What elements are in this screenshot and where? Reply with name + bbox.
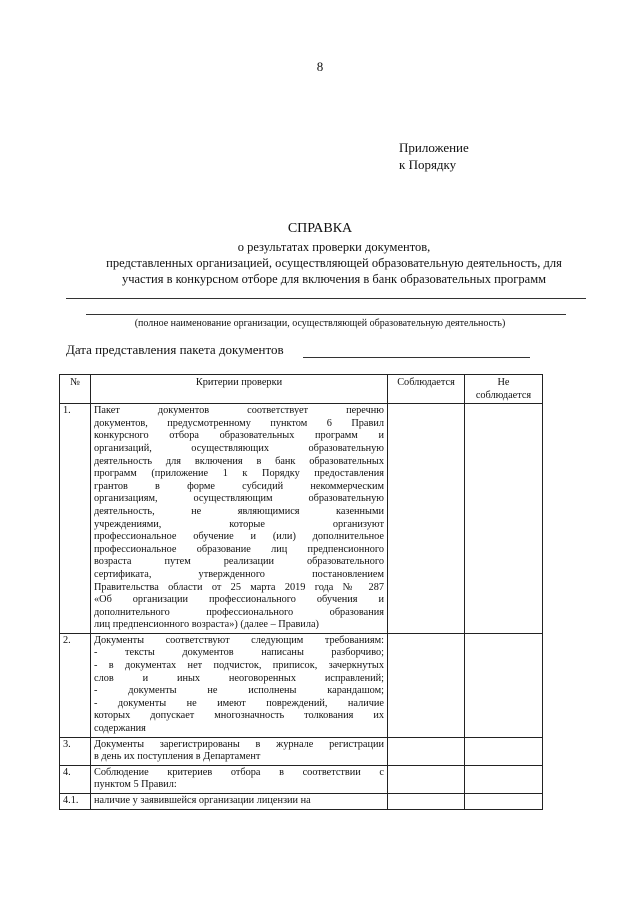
complies-cell[interactable]	[388, 794, 465, 810]
not-complies-cell[interactable]	[465, 633, 543, 737]
row-number: 1.	[60, 404, 91, 634]
criterion-line: документов, предусмотренному пунктом 6 Правил	[94, 417, 384, 429]
criterion-line: наличие у заявившейся организации лицензии на	[94, 795, 311, 806]
complies-cell[interactable]	[388, 404, 465, 634]
complies-cell[interactable]	[388, 737, 465, 765]
org-name-line-2	[86, 314, 566, 315]
appendix-line-2: к Порядку	[399, 157, 457, 172]
criterion-line: организаций, осуществляющих образовательную	[94, 442, 384, 454]
criterion-line: учреждениями, которые организуют	[94, 518, 384, 530]
subtitle-line-1: о результатах проверки документов,	[237, 240, 431, 254]
criterion-text	[91, 737, 388, 765]
criterion-line: сертификата, утвержденного постановлением	[94, 568, 384, 580]
criterion-line: Пакет документов соответствует перечню	[94, 405, 384, 417]
not-complies-cell[interactable]	[465, 404, 543, 634]
criterion-line: «Об организации профессионального обучения и	[94, 594, 384, 606]
criterion-line: организациям, осуществляющим образовательную	[94, 493, 384, 505]
criterion-line: - в документах нет подчисток, приписок, зачеркнутых	[94, 660, 384, 672]
appendix-note	[399, 139, 469, 173]
criterion-text	[91, 633, 388, 737]
criterion-line: которых допускает многозначность толкования их	[94, 710, 384, 722]
table-row	[60, 737, 543, 765]
criterion-line: содержания	[94, 723, 146, 735]
table-header-row	[60, 375, 543, 404]
criterion-line: профессиональное образование лиц предпенсионного	[94, 543, 384, 555]
table-row	[60, 765, 543, 793]
criterion-line: Документы зарегистрированы в журнале регистрации	[94, 738, 384, 750]
header-complies: Соблюдается	[388, 375, 465, 404]
criterion-line: возраста путем реализации образовательного	[94, 556, 384, 568]
subtitle-line-2: представленных организацией, осуществляющей образовательную деятельность, для	[106, 256, 562, 270]
criterion-line: лиц предпенсионного возраста») (далее – Правила)	[94, 619, 319, 631]
header-not-complies-line-2: соблюдается	[475, 389, 532, 401]
criterion-line: - документы не имеют повреждений, наличие	[94, 697, 384, 709]
criterion-line: пунктом 5 Правил:	[94, 779, 177, 791]
criterion-line: грантов в форме субсидий некоммерческим	[94, 480, 384, 492]
row-number: 4.1.	[60, 794, 91, 810]
criterion-line: дополнительного профессионального образования	[94, 606, 384, 618]
header-criteria: Критерии проверки	[91, 375, 388, 404]
submission-date-label: Дата представления пакета документов	[66, 342, 284, 357]
criterion-line: Правительства области от 25 марта 2019 года № 287	[94, 581, 384, 593]
criterion-line: - тексты документов написаны разборчиво;	[94, 647, 384, 659]
criterion-line: - документы не исполнены карандашом;	[94, 685, 384, 697]
table-row	[60, 633, 543, 737]
document-subtitle	[44, 239, 624, 287]
not-complies-cell[interactable]	[465, 794, 543, 810]
criterion-line: Соблюдение критериев отбора в соответствии с	[94, 766, 384, 778]
criterion-line: деятельность, не являющимися казенными	[94, 505, 384, 517]
criterion-line: профессиональное обучение и (или) дополнительное	[94, 531, 384, 543]
criterion-line: программ (приложение 1 к Порядку предоставления	[94, 468, 384, 480]
org-name-caption: (полное наименование организации, осуществляющей образовательную деятельность)	[134, 318, 506, 329]
header-not-complies	[465, 375, 543, 404]
complies-cell[interactable]	[388, 765, 465, 793]
table-row	[60, 794, 543, 810]
submission-date-line	[303, 357, 530, 358]
complies-cell[interactable]	[388, 633, 465, 737]
table-row	[60, 404, 543, 634]
appendix-line-1: Приложение	[399, 140, 469, 155]
criteria-table	[59, 374, 543, 810]
criterion-text	[91, 765, 388, 793]
not-complies-cell[interactable]	[465, 765, 543, 793]
not-complies-cell[interactable]	[465, 737, 543, 765]
criterion-line: деятельность для включения в банк образовательных	[94, 455, 384, 467]
header-num: №	[60, 375, 91, 404]
criterion-text	[91, 404, 388, 634]
org-name-line-1	[66, 298, 586, 299]
row-number: 2.	[60, 633, 91, 737]
criterion-line: конкурсного отбора образовательных программ и	[94, 430, 384, 442]
criterion-text	[91, 794, 388, 810]
criterion-line: слов и иных неоговоренных исправлений;	[94, 672, 384, 684]
document-title: СПРАВКА	[287, 221, 353, 236]
subtitle-line-3: участия в конкурсном отборе для включения в банк образовательных программ	[121, 272, 547, 286]
row-number: 3.	[60, 737, 91, 765]
criterion-line: в день их поступления в Департамент	[94, 751, 261, 763]
header-not-complies-line-1: Не	[497, 377, 510, 388]
page-number: 8	[316, 59, 324, 74]
row-number: 4.	[60, 765, 91, 793]
criterion-line: Документы соответствуют следующим требованиям:	[94, 634, 384, 646]
